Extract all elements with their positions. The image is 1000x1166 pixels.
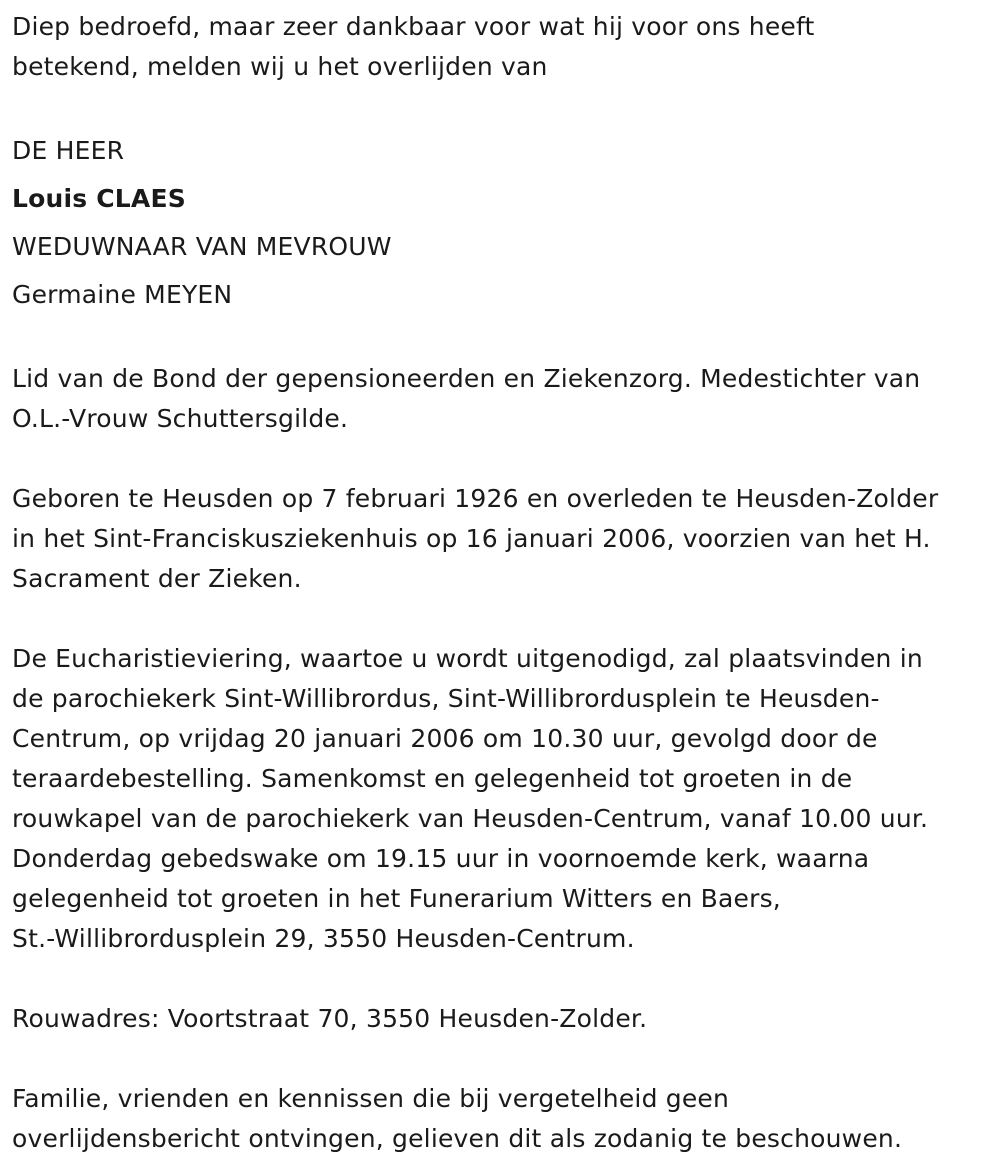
spouse-name: Germaine MEYEN (12, 280, 233, 309)
birth-death-paragraph (12, 479, 988, 599)
widower-of-label: WEDUWNAAR VAN MEVROUW (12, 232, 392, 261)
intro-line: betekend, melden wij u het overlijden van (12, 52, 548, 81)
ceremony-line: Centrum, op vrijdag 20 januari 2006 om 10.30 uur, gevolgd door de (12, 724, 878, 753)
ceremony-line: St.-Willibrordusplein 29, 3550 Heusden-Centrum. (12, 924, 635, 953)
ceremony-line: de parochiekerk Sint-Willibrordus, Sint-Willibrordusplein te Heusden- (12, 684, 880, 713)
ceremony-line: rouwkapel van de parochiekerk van Heusden-Centrum, vanaf 10.00 uur. (12, 804, 929, 833)
mourning-address: Rouwadres: Voortstraat 70, 3550 Heusden-Zolder. (12, 1004, 648, 1033)
ceremony-paragraph (12, 639, 988, 959)
closing-paragraph (12, 1079, 988, 1159)
address-paragraph (12, 999, 988, 1039)
membership-paragraph (12, 359, 988, 439)
birth-death-line: Geboren te Heusden op 7 februari 1926 en overleden te Heusden-Zolder (12, 484, 939, 513)
membership-line: O.L.-Vrouw Schuttersgilde. (12, 404, 349, 433)
birth-death-line: in het Sint-Franciskusziekenhuis op 16 januari 2006, voorzien van het H. (12, 524, 931, 553)
closing-line: Familie, vrienden en kennissen die bij vergetelheid geen (12, 1084, 730, 1113)
intro-paragraph (12, 7, 988, 87)
deceased-title-block (12, 127, 988, 319)
ceremony-line: teraardebestelling. Samenkomst en gelegenheid tot groeten in de (12, 764, 853, 793)
deceased-name: Louis CLAES (12, 184, 186, 213)
intro-line: Diep bedroefd, maar zeer dankbaar voor wat hij voor ons heeft (12, 12, 815, 41)
ceremony-line: De Eucharistieviering, waartoe u wordt uitgenodigd, zal plaatsvinden in (12, 644, 923, 673)
birth-death-line: Sacrament der Zieken. (12, 564, 302, 593)
ceremony-line: gelegenheid tot groeten in het Funerarium Witters en Baers, (12, 884, 781, 913)
salutation: DE HEER (12, 136, 125, 165)
membership-line: Lid van de Bond der gepensioneerden en Ziekenzorg. Medestichter van (12, 364, 921, 393)
ceremony-line: Donderdag gebedswake om 19.15 uur in voornoemde kerk, waarna (12, 844, 870, 873)
closing-line: overlijdensbericht ontvingen, gelieven dit als zodanig te beschouwen. (12, 1124, 903, 1153)
